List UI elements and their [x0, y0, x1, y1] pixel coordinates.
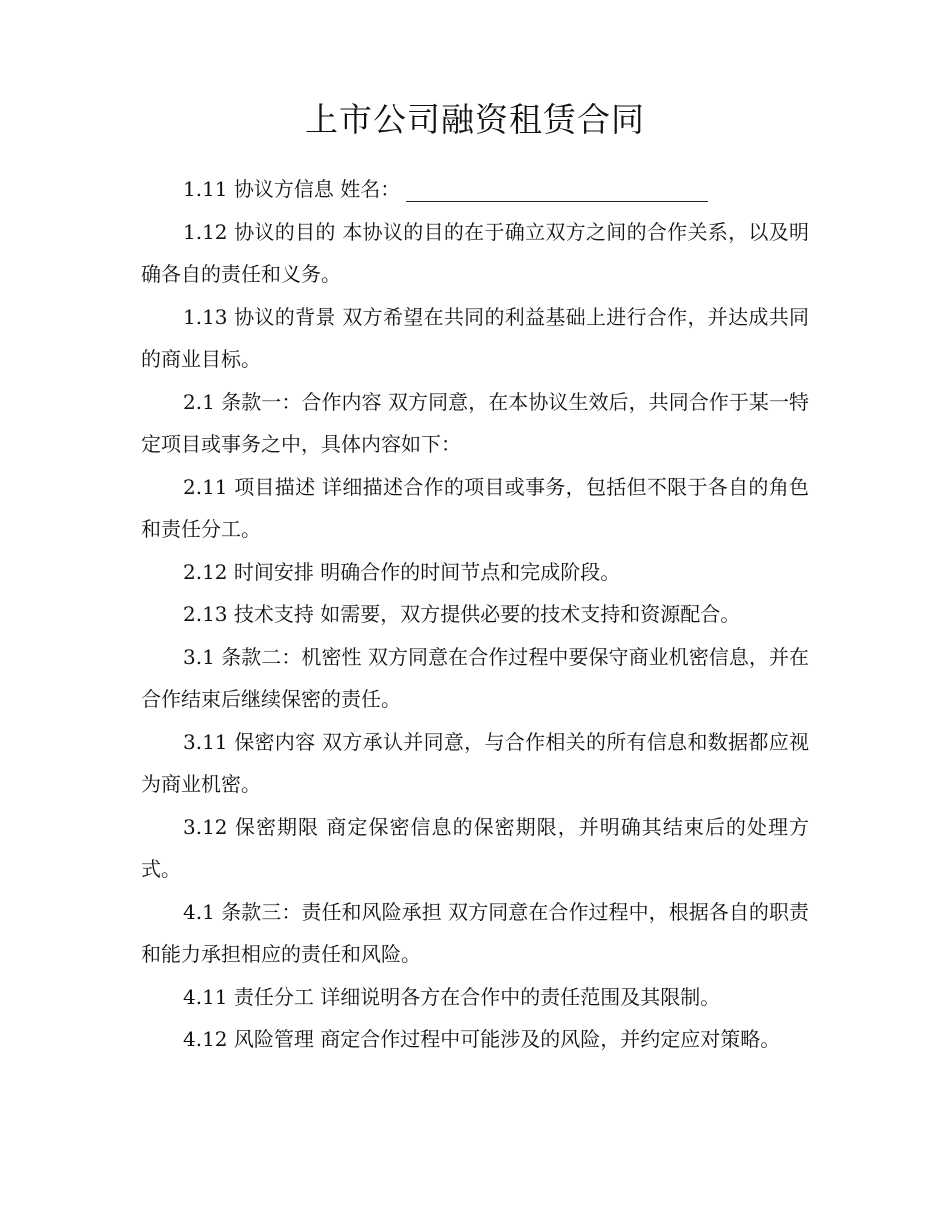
paragraph-2-11: 2.11 项目描述 详细描述合作的项目或事务，包括但不限于各自的角色和责任分工。	[141, 474, 809, 541]
paragraph-1-12: 1.12 协议的目的 本协议的目的在于确立双方之间的合作关系，以及明确各自的责任和义务。	[141, 219, 809, 286]
paragraph-3-11: 3.11 保密内容 双方承认并同意，与合作相关的所有信息和数据都应视为商业机密。	[141, 729, 809, 796]
paragraph-2-1: 2.1 条款一：合作内容 双方同意，在本协议生效后，共同合作于某一特定项目或事务之中，具体内容如下：	[141, 389, 809, 456]
paragraph-2-13: 2.13 技术支持 如需要，双方提供必要的技术支持和资源配合。	[183, 602, 741, 626]
paragraph-4-11: 4.11 责任分工 详细说明各方在合作中的责任范围及其限制。	[183, 984, 721, 1009]
paragraph-1-13: 1.13 协议的背景 双方希望在共同的利益基础上进行合作，并达成共同的商业目标。	[141, 304, 809, 371]
paragraph-4-12: 4.12 风险管理 商定合作过程中可能涉及的风险，并约定应对策略。	[183, 1027, 781, 1051]
paragraph-3-12: 3.12 保密期限 商定保密信息的保密期限，并明确其结束后的处理方式。	[141, 814, 809, 881]
name-field-blank[interactable]	[406, 175, 708, 202]
name-field-label: 1.11 协议方信息 姓名：	[183, 177, 401, 201]
document-title: 上市公司融资租赁合同	[305, 100, 645, 139]
paragraph-3-1: 3.1 条款二：机密性 双方同意在合作过程中要保守商业机密信息，并在合作结束后继续保密的责任。	[141, 644, 809, 711]
paragraph-4-1: 4.1 条款三：责任和风险承担 双方同意在合作过程中，根据各自的职责和能力承担相应的责任和风险。	[141, 899, 809, 966]
name-field-row	[141, 168, 809, 211]
paragraph-2-12: 2.12 时间安排 明确合作的时间节点和完成阶段。	[183, 559, 621, 584]
document-body	[141, 168, 809, 1061]
